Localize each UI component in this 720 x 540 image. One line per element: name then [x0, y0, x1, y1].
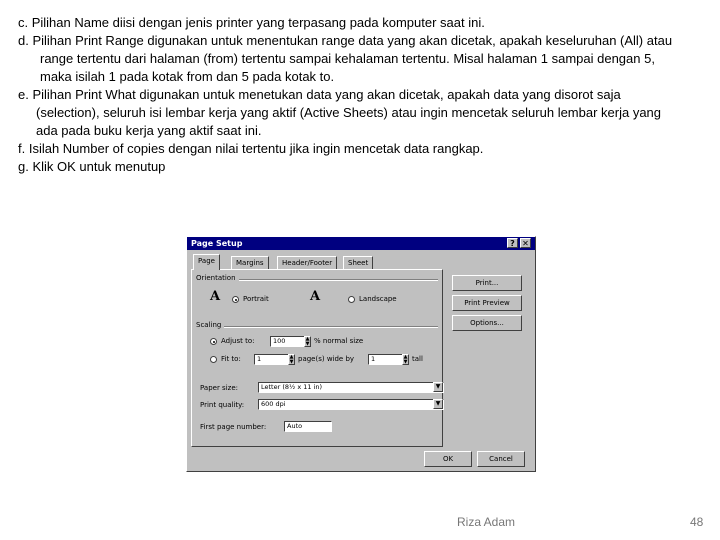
paragraph-d	[18, 32, 698, 86]
footer-page-number: 48	[690, 515, 704, 529]
help-icon[interactable]: ?	[507, 238, 518, 248]
fit-wide-input[interactable]: 1	[254, 354, 292, 365]
paper-size-select[interactable]: Letter (8½ x 11 in)	[258, 382, 444, 393]
footer-author: Riza Adam	[457, 515, 516, 529]
paragraph-d-line-2: range tertentu dari halaman (from) tertentu sampai kehalaman tertentu. Misal halaman 1 sampai dengan 5,	[40, 51, 655, 66]
fit-wide-spinner[interactable]: ▲ ▼	[289, 354, 294, 365]
print-preview-button[interactable]: Print Preview	[452, 295, 522, 311]
dialog-title: Page Setup	[191, 239, 243, 248]
paragraph-g: g. Klik OK untuk menutup	[18, 159, 166, 174]
portrait-page-icon: A	[210, 289, 221, 304]
landscape-radio[interactable]	[348, 296, 355, 303]
adjust-suffix: % normal size	[314, 337, 364, 345]
adjust-spinner[interactable]: ▲ ▼	[305, 336, 310, 347]
first-page-input[interactable]: Auto	[284, 421, 332, 432]
portrait-radio[interactable]	[232, 296, 239, 303]
paper-size-label: Paper size:	[200, 384, 238, 392]
page-setup-dialog	[186, 236, 536, 472]
first-page-label: First page number:	[200, 423, 267, 431]
close-icon[interactable]: ✕	[520, 238, 531, 248]
tab-sheet[interactable]: Sheet	[343, 256, 373, 270]
fit-tall-spinner[interactable]: ▲ ▼	[403, 354, 408, 365]
adjust-to-label: Adjust to:	[221, 337, 255, 345]
adjust-to-input[interactable]: 100	[270, 336, 308, 347]
paragraph-e-line-1: e. Pilihan Print What digunakan untuk menetukan data yang akan dicetak, apakah data yang disorot saja	[18, 87, 621, 102]
fit-tall-suffix: tall	[412, 355, 423, 363]
ok-button[interactable]: OK	[424, 451, 472, 467]
print-quality-select[interactable]: 600 dpi	[258, 399, 444, 410]
cancel-button[interactable]: Cancel	[477, 451, 525, 467]
options-button[interactable]: Options...	[452, 315, 522, 331]
paragraph-d-line-1: d. Pilihan Print Range digunakan untuk menentukan range data yang akan dicetak, apakah keseluruhan (All) atau	[18, 33, 673, 48]
fit-tall-input[interactable]: 1	[368, 354, 406, 365]
paragraph-e-line-3: ada pada buku kerja yang aktif saat ini.	[36, 123, 262, 138]
fit-to-radio[interactable]	[210, 356, 217, 363]
paragraph-e	[18, 86, 698, 140]
paragraph-f: f. Isilah Number of copies dengan nilai tertentu jika ingin mencetak data rangkap.	[18, 141, 484, 156]
page-tab-panel	[191, 269, 443, 447]
adjust-to-radio[interactable]	[210, 338, 217, 345]
landscape-label: Landscape	[359, 295, 397, 303]
fit-wide-suffix: page(s) wide by	[298, 355, 355, 363]
print-button[interactable]: Print...	[452, 275, 522, 291]
print-quality-dropdown-icon[interactable]: ▼	[433, 399, 443, 409]
scaling-divider	[196, 326, 438, 328]
orientation-label: Orientation	[196, 274, 239, 282]
dialog-titlebar	[187, 237, 535, 250]
paragraph-e-line-2: (selection), seluruh isi lembar kerja yang aktif (Active Sheets) atau ingin mencetak seluruh lembar kerja yang	[36, 105, 662, 120]
print-quality-label: Print quality:	[200, 401, 245, 409]
scaling-label: Scaling	[196, 321, 224, 329]
fit-to-label: Fit to:	[221, 355, 241, 363]
tab-margins[interactable]: Margins	[231, 256, 269, 270]
portrait-label: Portrait	[243, 295, 269, 303]
paragraph-c: c. Pilihan Name diisi dengan jenis printer yang terpasang pada komputer saat ini.	[18, 15, 485, 30]
paper-size-dropdown-icon[interactable]: ▼	[433, 382, 443, 392]
landscape-page-icon: A	[310, 289, 321, 304]
paragraph-d-line-3: maka isilah 1 pada kotak from dan 5 pada kotak to.	[40, 69, 335, 84]
tab-header-footer[interactable]: Header/Footer	[277, 256, 337, 270]
tab-page[interactable]: Page	[193, 254, 220, 270]
slide-body	[18, 14, 698, 176]
